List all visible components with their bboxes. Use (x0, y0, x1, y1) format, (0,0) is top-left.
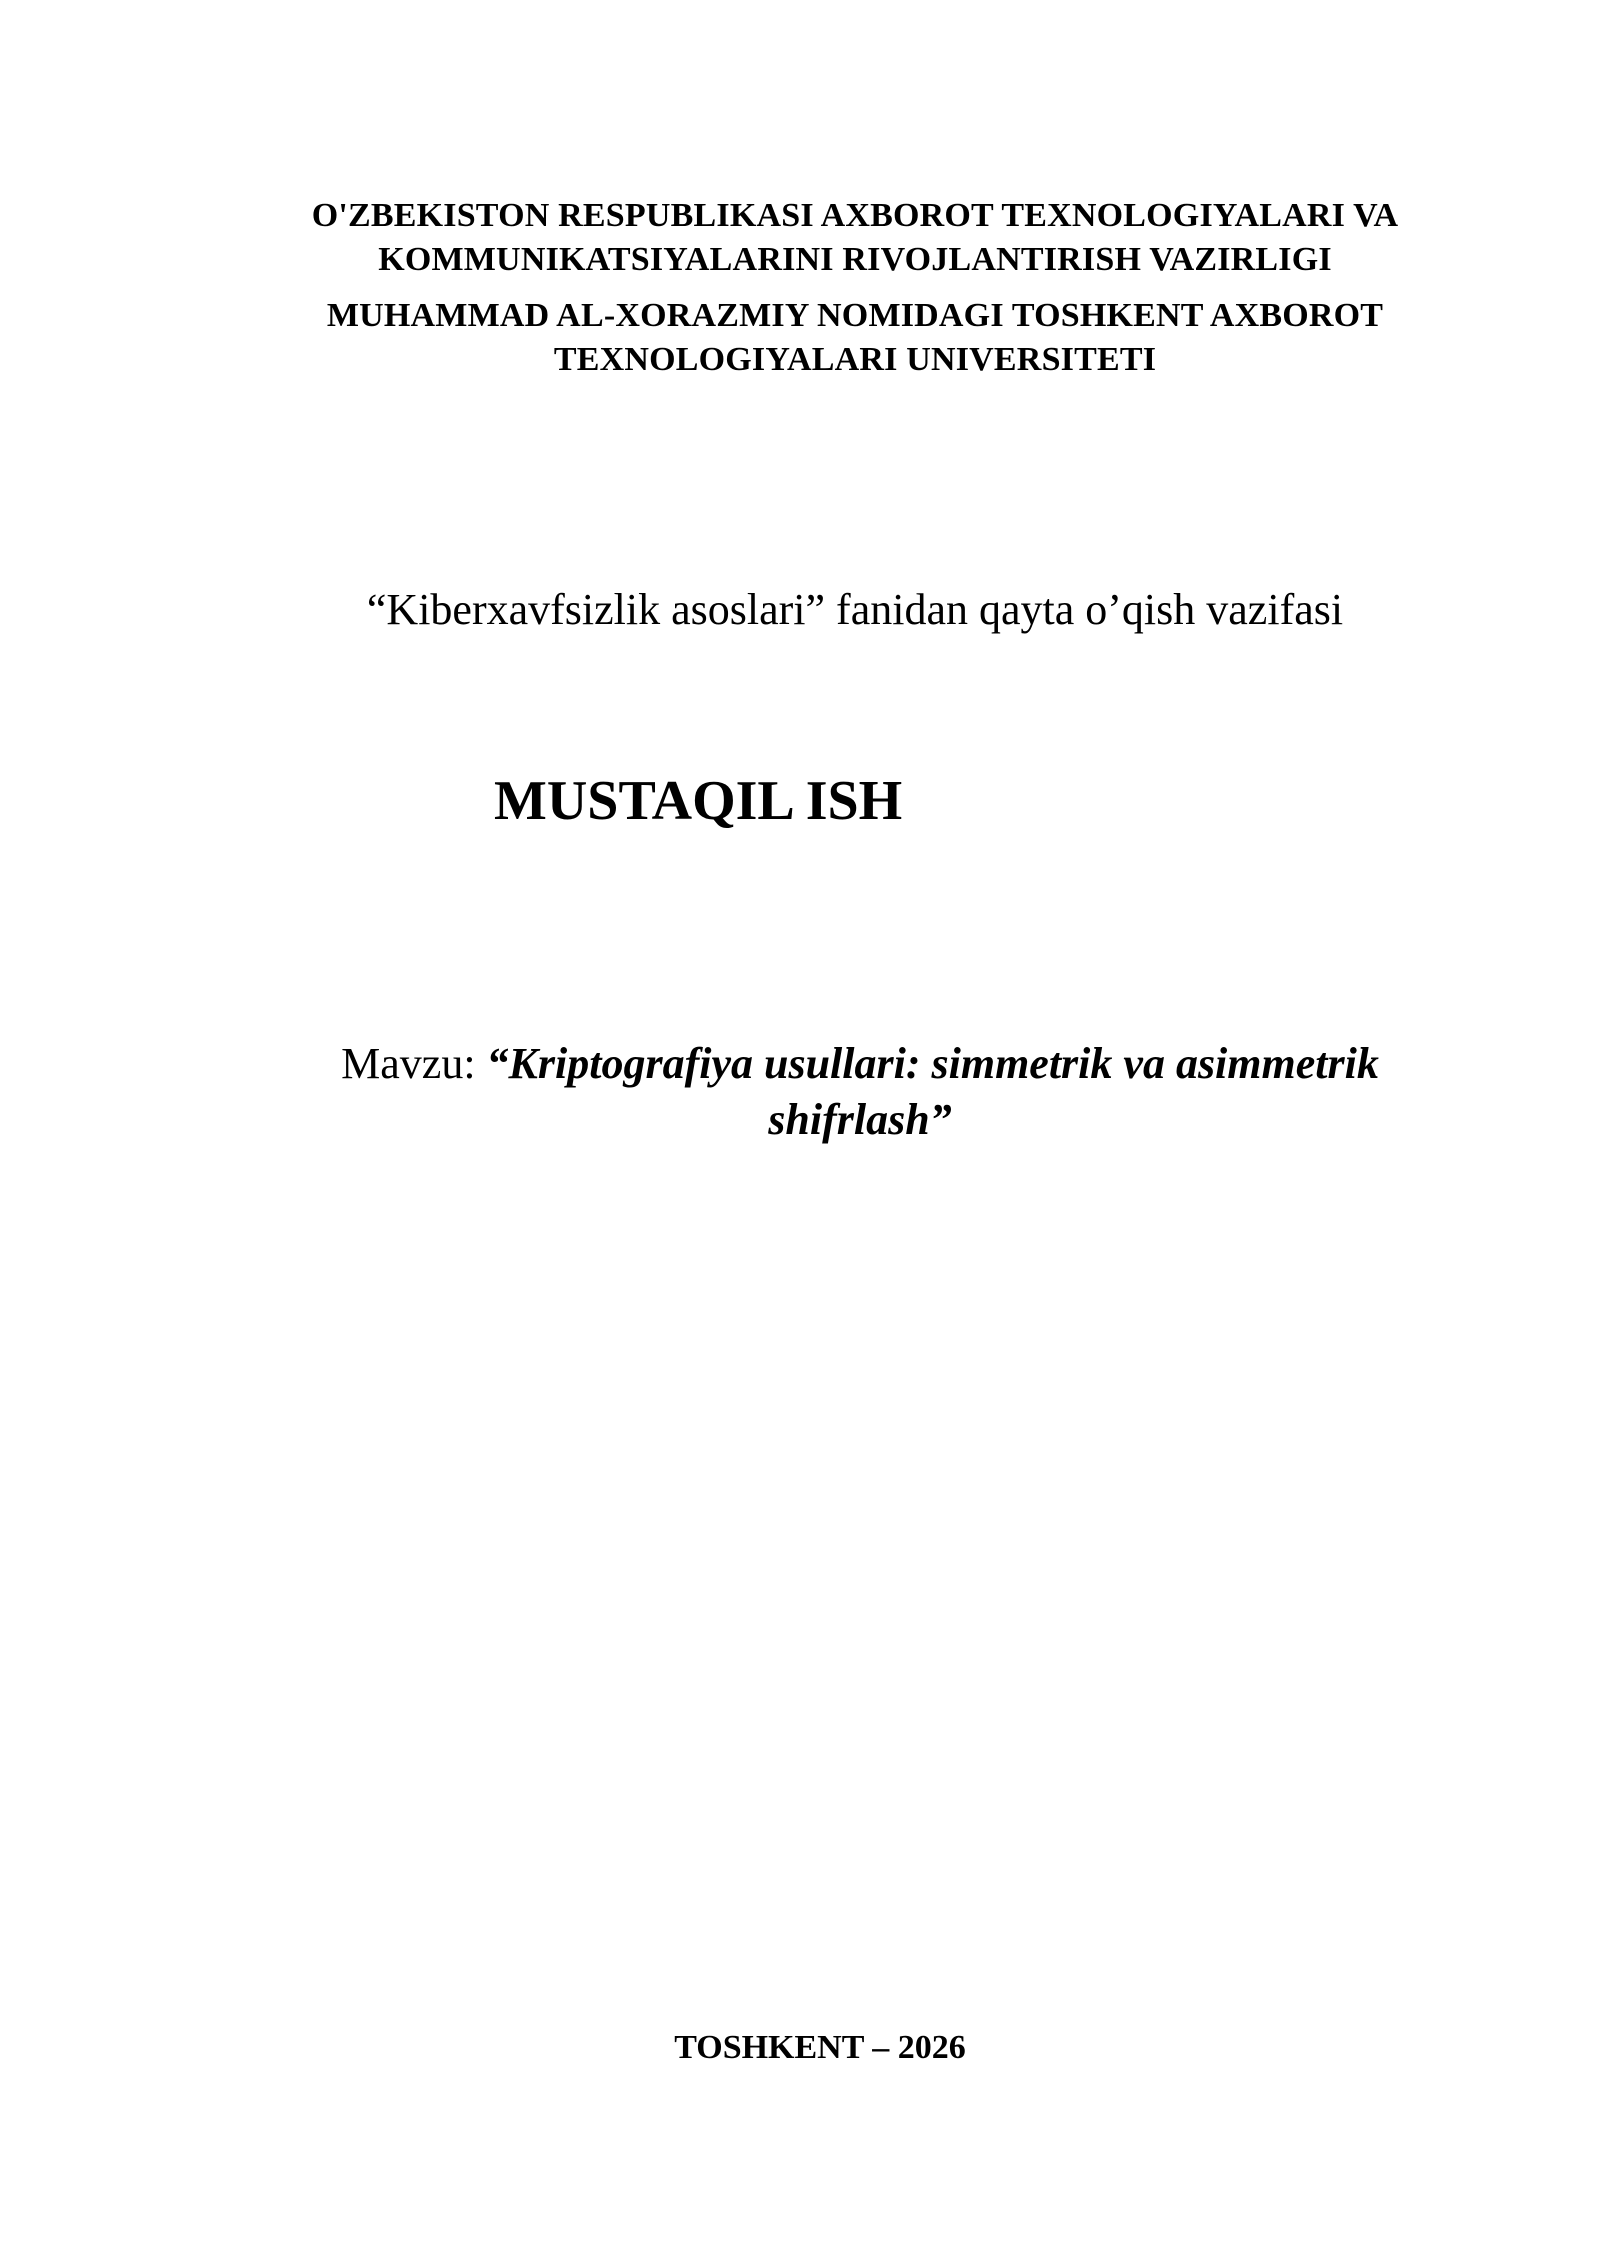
city-year-footer: TOSHKENT – 2026 (674, 2029, 966, 2066)
work-type-title: MUSTAQIL ISH (494, 770, 903, 832)
topic-label: Mavzu: (341, 1039, 476, 1088)
university-heading (200, 294, 1510, 382)
ministry-line-2: KOMMUNIKATSIYALARINI RIVOJLANTIRISH VAZIRLIGI (378, 241, 1332, 278)
course-line: “Kiberxavfsizlik asoslari” fanidan qayta o’qish vazifasi (366, 585, 1344, 634)
topic-title-line-1: “Kriptografiya usullari: simmetrik va asimmetrik (486, 1039, 1379, 1088)
university-line-2: TEXNOLOGIYALARI UNIVERSITETI (553, 341, 1157, 378)
ministry-heading (200, 194, 1510, 282)
topic-block (260, 1036, 1460, 1148)
ministry-line-1: O'ZBEKISTON RESPUBLIKASI AXBOROT TEXNOLOGIYALARI VA (311, 197, 1399, 234)
topic-title-line-2: shifrlash” (768, 1095, 952, 1144)
topic-line-1 (260, 1036, 1460, 1092)
university-line-1: MUHAMMAD AL-XORAZMIY NOMIDAGI TOSHKENT AXBOROT (326, 297, 1384, 334)
topic-line-2 (260, 1092, 1460, 1148)
